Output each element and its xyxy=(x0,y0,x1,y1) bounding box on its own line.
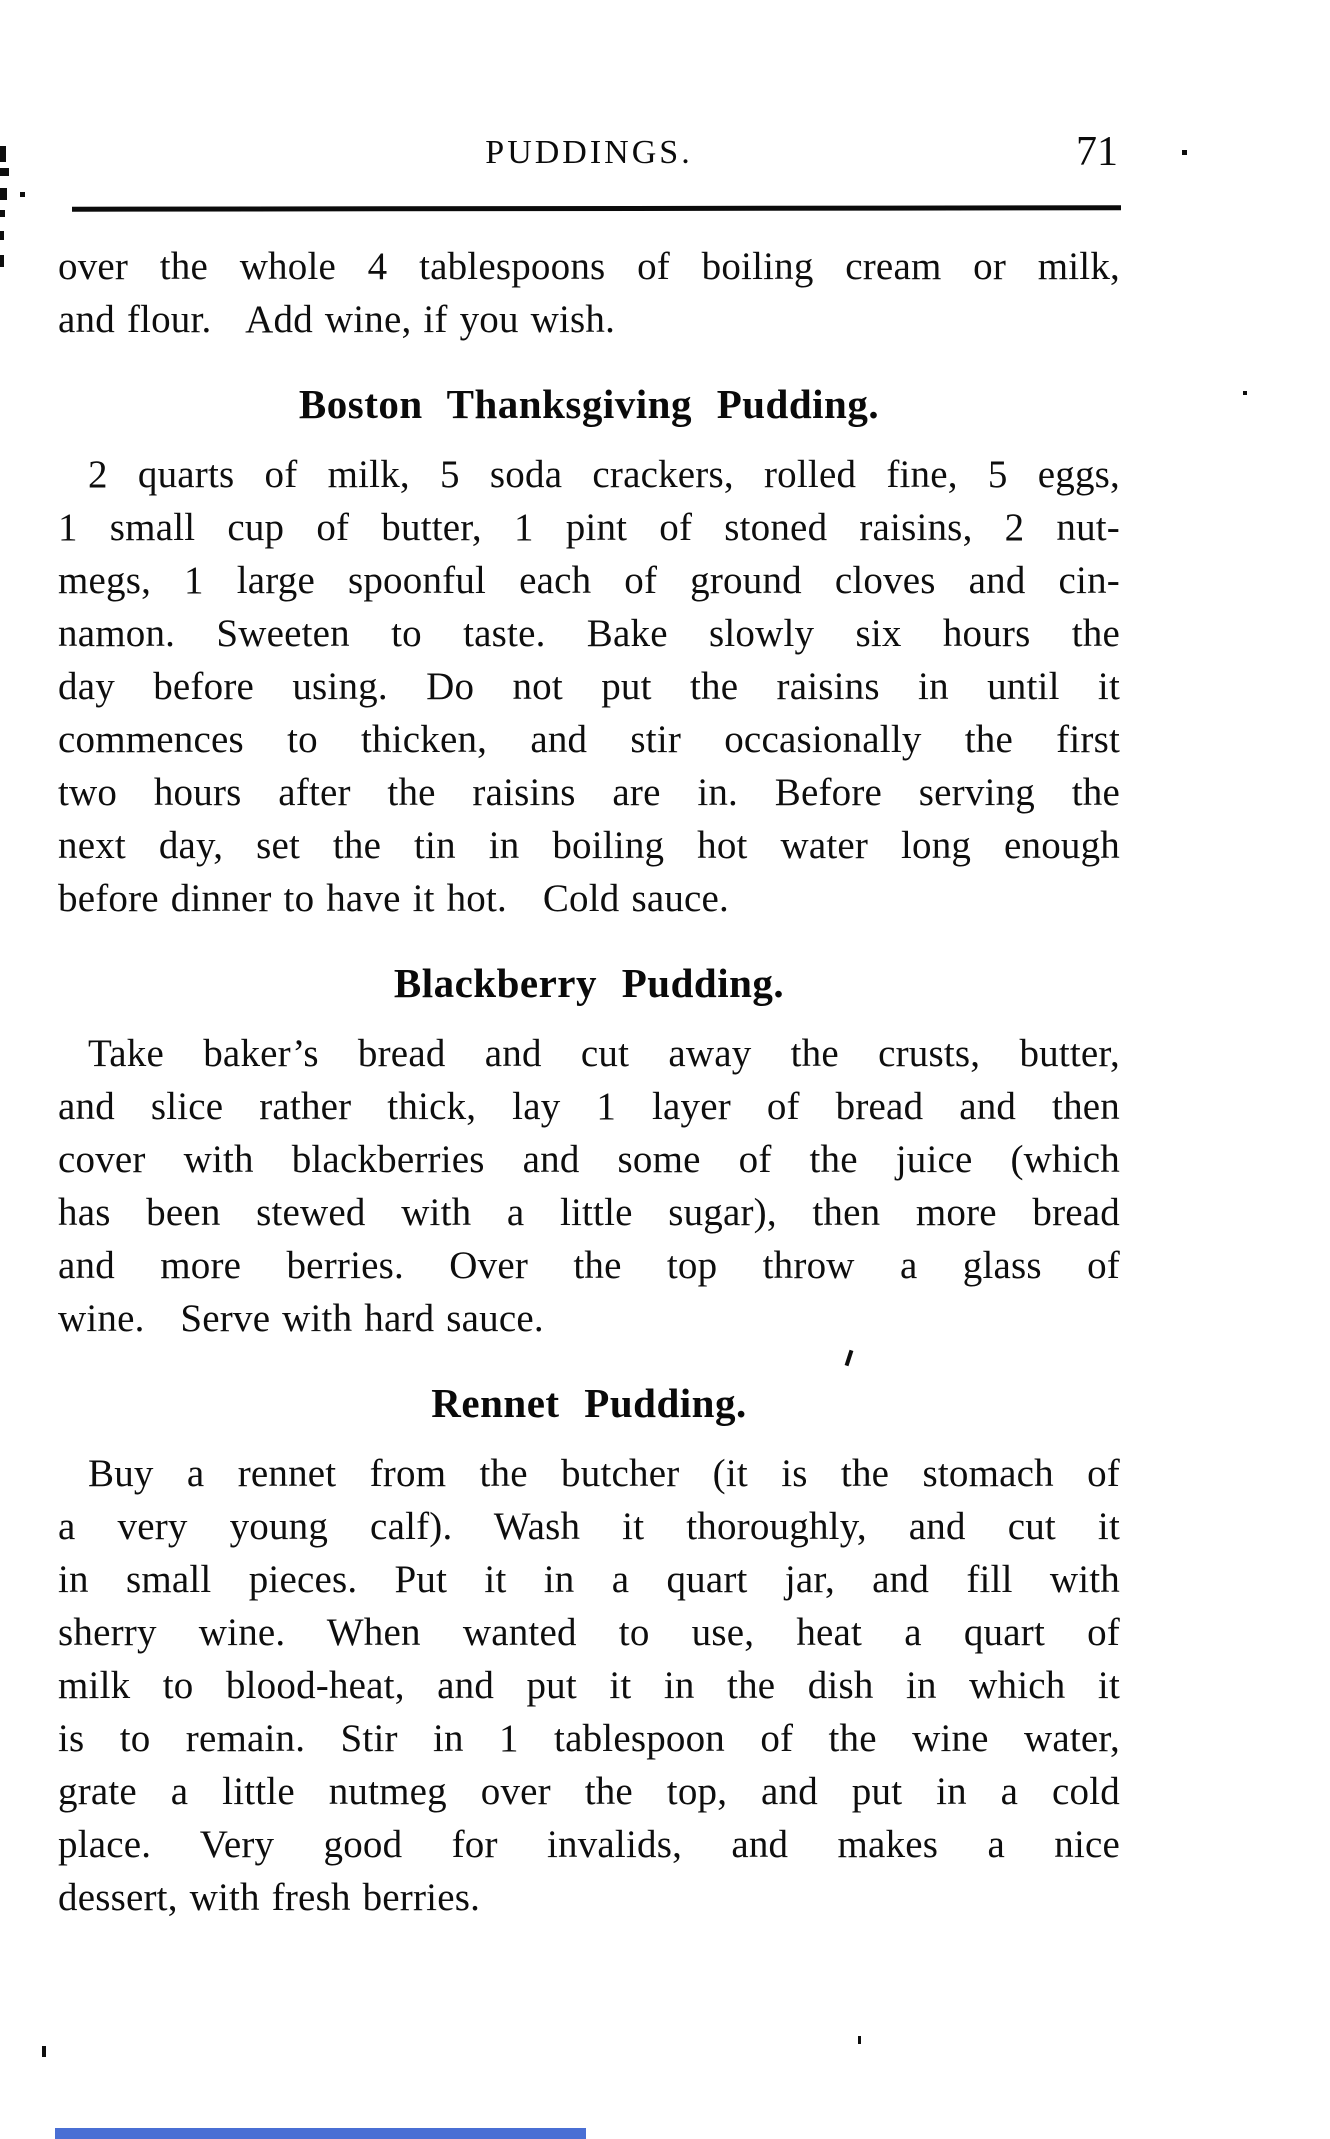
recipe-text xyxy=(58,1027,1120,1345)
text-line: Take baker’s bread and cut away the crusts, butter, xyxy=(88,1032,1120,1075)
page-content xyxy=(58,240,1120,1924)
recipe-heading: Rennet Pudding. xyxy=(431,1380,747,1426)
header-rule xyxy=(72,205,1121,211)
scan-artifact xyxy=(0,188,7,200)
text-line: milk to blood-heat, and put it in the dish in which it xyxy=(58,1664,1120,1707)
recipe-text xyxy=(58,1447,1120,1924)
text-line: sherry wine. When wanted to use, heat a quart of xyxy=(58,1611,1120,1654)
scan-artifact xyxy=(20,192,25,197)
text-line: is to remain. Stir in 1 tablespoon of the wine water, xyxy=(58,1717,1120,1760)
recipe-section xyxy=(58,380,1120,925)
scan-artifact xyxy=(0,146,6,162)
text-line: Buy a rennet from the butcher (it is the stomach of xyxy=(88,1452,1120,1495)
text-line: day before using. Do not put the raisins in until it xyxy=(58,665,1120,708)
text-line: dessert, with fresh berries. xyxy=(58,1876,481,1919)
text-line: megs, 1 large spoonful each of ground cloves and cin- xyxy=(58,559,1120,602)
text-line: over the whole 4 tablespoons of boiling cream or milk, xyxy=(58,245,1120,288)
text-line: and slice rather thick, lay 1 layer of bread and then xyxy=(58,1085,1120,1128)
text-line: place. Very good for invalids, and makes a nice xyxy=(58,1823,1120,1866)
page-header xyxy=(58,128,1120,178)
text-line: 2 quarts of milk, 5 soda crackers, rolled fine, 5 eggs, xyxy=(88,453,1120,496)
recipe-text xyxy=(58,240,1120,346)
text-line: commences to thicken, and stir occasionally the first xyxy=(58,718,1120,761)
text-line: in small pieces. Put it in a quart jar, and fill with xyxy=(58,1558,1120,1601)
scan-artifact xyxy=(1182,150,1187,155)
scan-artifact xyxy=(42,2046,46,2057)
scan-artifact xyxy=(0,210,5,217)
scan-artifact xyxy=(0,168,9,176)
scan-artifact xyxy=(0,231,4,240)
recipe-text xyxy=(58,448,1120,925)
text-line: and flour. Add wine, if you wish. xyxy=(58,298,616,341)
footer-progress-bar xyxy=(55,2128,586,2139)
text-line: wine. Serve with hard sauce. xyxy=(58,1297,544,1340)
text-line: next day, set the tin in boiling hot water long enough xyxy=(58,824,1120,867)
text-line: before dinner to have it hot. Cold sauce. xyxy=(58,877,729,920)
text-line: has been stewed with a little sugar), then more bread xyxy=(58,1191,1120,1234)
text-line: namon. Sweeten to taste. Bake slowly six hours the xyxy=(58,612,1120,655)
page-number: 71 xyxy=(1076,129,1118,175)
text-line: 1 small cup of butter, 1 pint of stoned raisins, 2 nut- xyxy=(58,506,1120,549)
recipe-section xyxy=(58,1379,1120,1924)
recipe-section xyxy=(58,240,1120,346)
text-line: a very young calf). Wash it thoroughly, and cut it xyxy=(58,1505,1120,1548)
recipe-heading: Blackberry Pudding. xyxy=(393,960,785,1006)
text-line: two hours after the raisins are in. Before serving the xyxy=(58,771,1120,814)
text-line: cover with blackberries and some of the juice (which xyxy=(58,1138,1120,1181)
scan-artifact xyxy=(0,255,4,267)
text-line: grate a little nutmeg over the top, and put in a cold xyxy=(58,1770,1120,1813)
scan-artifact xyxy=(1243,391,1247,395)
text-line: and more berries. Over the top throw a glass of xyxy=(58,1244,1120,1287)
running-header-title: PUDDINGS. xyxy=(485,134,693,171)
recipe-section xyxy=(58,959,1120,1345)
recipe-heading: Boston Thanksgiving Pudding. xyxy=(298,381,880,427)
scan-artifact xyxy=(858,2036,861,2044)
